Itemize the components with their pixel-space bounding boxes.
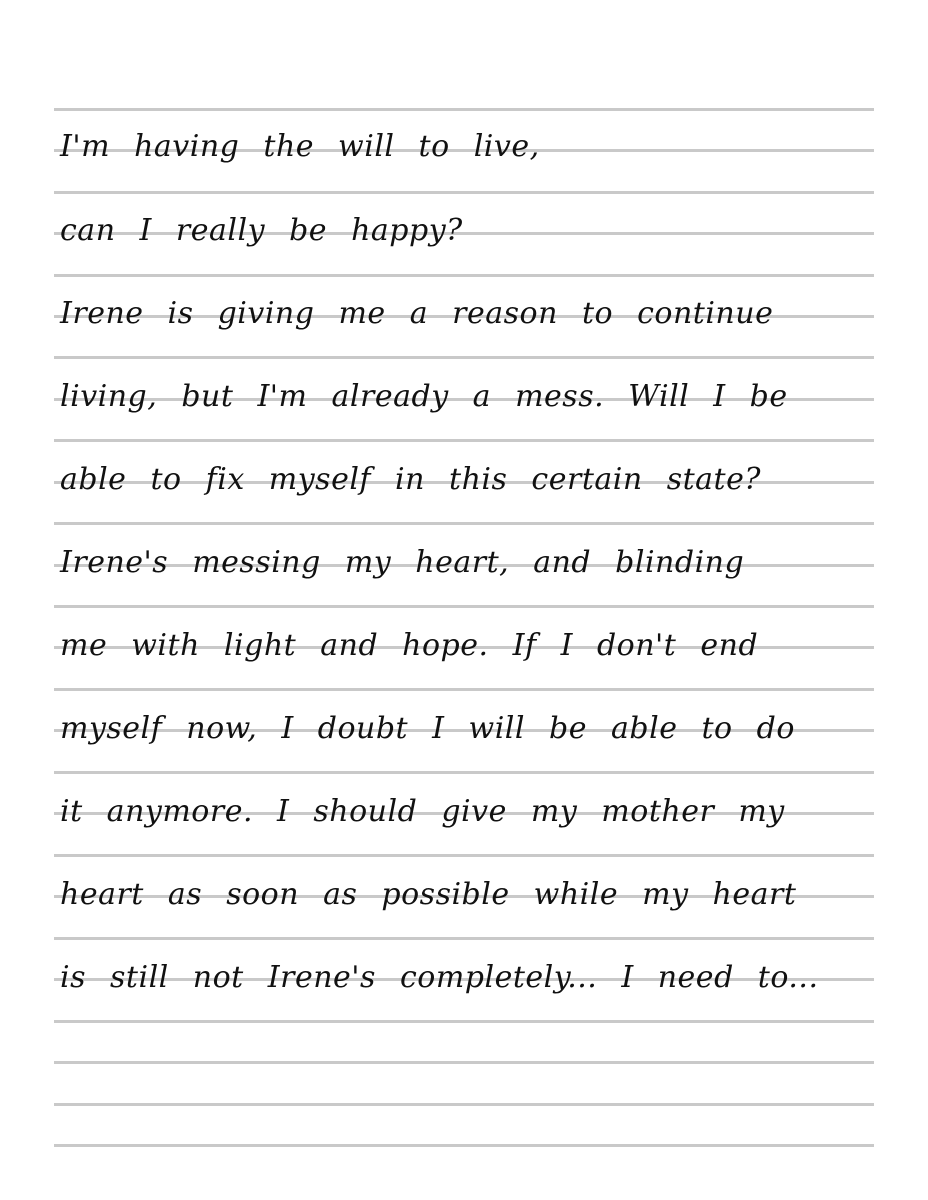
journal-line-2: can I really be happy? xyxy=(60,213,463,248)
ruled-line xyxy=(54,1020,874,1023)
journal-line-11: is still not Irene's completely... I need to... xyxy=(60,960,819,995)
journal-line-7: me with light and hope. If I don't end xyxy=(60,628,759,663)
ruled-line xyxy=(54,688,874,691)
ruled-line xyxy=(54,439,874,442)
journal-line-6: Irene's messing my heart, and blinding xyxy=(60,545,745,580)
ruled-line xyxy=(54,108,874,111)
journal-line-3: Irene is giving me a reason to continue xyxy=(60,296,774,331)
ruled-line xyxy=(54,605,874,608)
journal-line-1: I'm having the will to live, xyxy=(60,129,540,164)
journal-line-8: myself now, I doubt I will be able to do xyxy=(60,711,795,746)
ruled-line xyxy=(54,356,874,359)
ruled-line xyxy=(54,771,874,774)
ruled-line xyxy=(54,274,874,277)
ruled-line xyxy=(54,1061,874,1064)
ruled-line xyxy=(54,191,874,194)
ruled-line xyxy=(54,854,874,857)
journal-line-4: living, but I'm already a mess. Will I be xyxy=(60,379,788,414)
ruled-line xyxy=(54,1144,874,1147)
journal-line-9: it anymore. I should give my mother my xyxy=(60,794,785,829)
journal-line-10: heart as soon as possible while my heart xyxy=(60,877,797,912)
ruled-line xyxy=(54,937,874,940)
ruled-line xyxy=(54,522,874,525)
journal-line-5: able to fix myself in this certain state? xyxy=(60,462,761,497)
ruled-line xyxy=(54,1103,874,1106)
